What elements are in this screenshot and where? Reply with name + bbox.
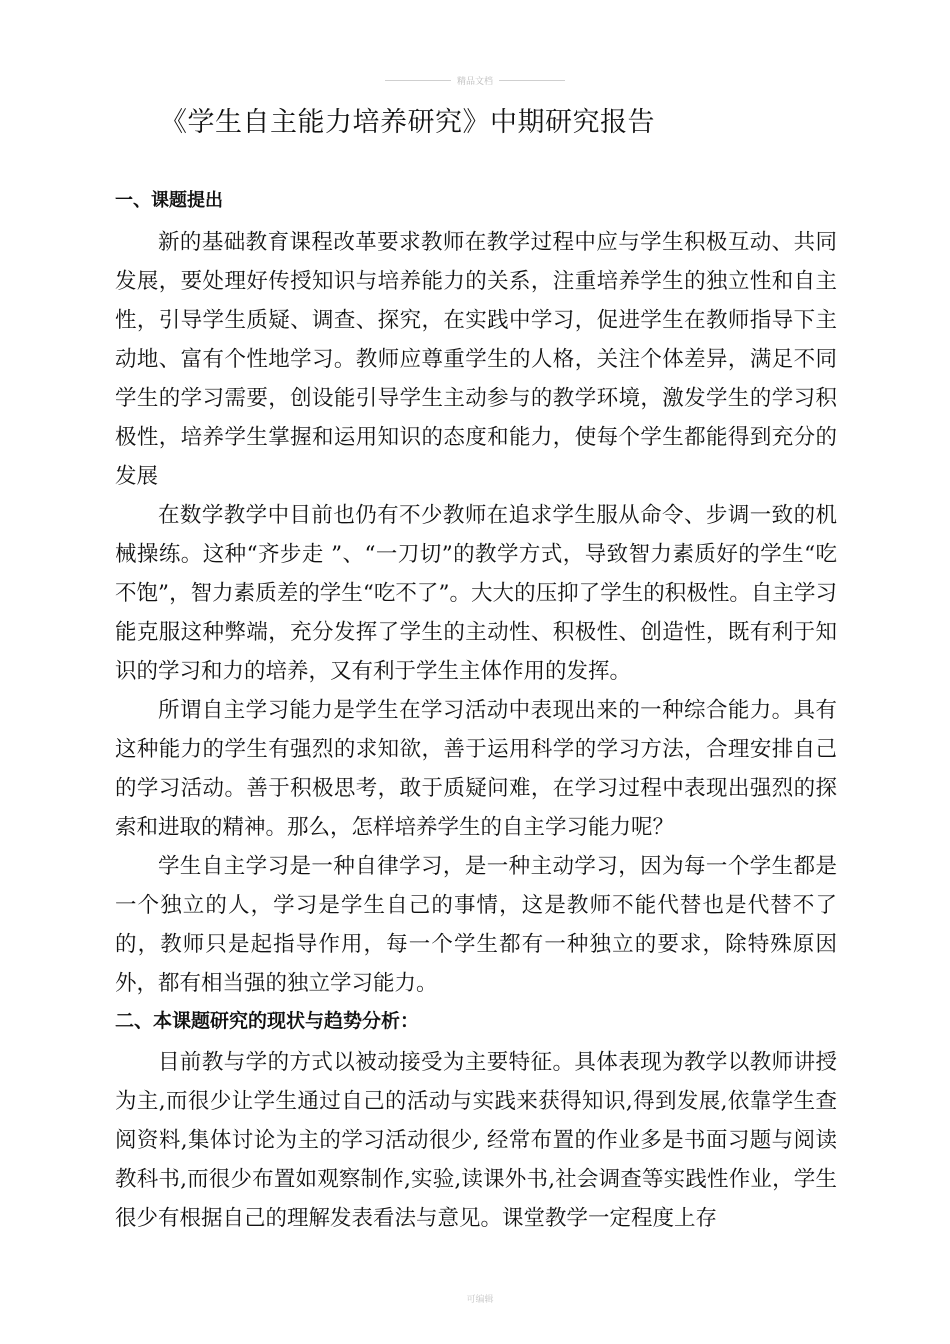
header-rule-right [499,80,565,81]
section-heading: 二、本课题研究的现状与趋势分析： [115,1010,420,1032]
page-title: 《学生自主能力培养研究》中期研究报告 [160,107,655,138]
header-watermark [385,73,565,87]
section-1 [115,185,837,1003]
header-watermark-text: 精品文档 [457,76,494,87]
paragraph: 目前教与学的方式以被动接受为主要特征。具体表现为教学以教师讲授为主,而很少让学生通过自己的活动与实践来获得知识,得到发展,依靠学生查阅资料,集体讨论为主的学习活动很少, 经常布置的作业多是书面习题与阅读教科书,而很少布置如观察制作,实验,读课外书,社会调查等实践性作业，学生很少有根据自己的理解发表看法与意见。课堂教学一定程度上存 [115,1050,837,1231]
footer-watermark: 可编辑 [466,1295,494,1305]
header-rule-left [385,80,451,81]
document-body [115,185,837,1238]
paragraph: 所谓自主学习能力是学生在学习活动中表现出来的一种综合能力。具有这种能力的学生有强烈的求知欲，善于运用科学的学习方法，合理安排自己的学习活动。善于积极思考，敢于质疑问难，在学习过程中表现出强烈的探索和进取的精神。那么，怎样培养学生的自主学习能力呢？ [115,698,837,840]
paragraph: 学生自主学习是一种自律学习，是一种主动学习，因为每一个学生都是一个独立的人，学习是学生自己的事情，这是教师不能代替也是代替不了的，教师只是起指导作用，每一个学生都有一种独立的要求，除特殊原因外，都有相当强的独立学习能力。 [115,854,837,996]
section-heading: 一、课题提出 [115,190,223,211]
paragraph: 在数学教学中目前也仍有不少教师在追求学生服从命令、步调一致的机械操练。这种“齐步走 ”、“一刀切”的教学方式，导致智力素质好的学生“吃不饱”，智力素质差的学生“吃不了”。大大的压抑了学生的积极性。自主学习能克服这种弊端，充分发挥了学生的主动性、积极性、创造性，既有利于知识的学习和力的培养，又有利于学生主体作用的发挥。 [115,503,837,684]
paragraph: 新的基础教育课程改革要求教师在教学过程中应与学生积极互动、共同发展，要处理好传授知识与培养能力的关系，注重培养学生的独立性和自主性，引导学生质疑、调查、探究，在实践中学习，促进学生在教师指导下主动地、富有个性地学习。教师应尊重学生的人格，关注个体差异，满足不同学生的学习需要，创设能引导学生主动参与的教学环境，激发学生的学习积极性，培养学生掌握和运用知识的态度和能力，使每个学生都能得到充分的发展 [115,230,837,489]
section-2 [115,1005,837,1238]
